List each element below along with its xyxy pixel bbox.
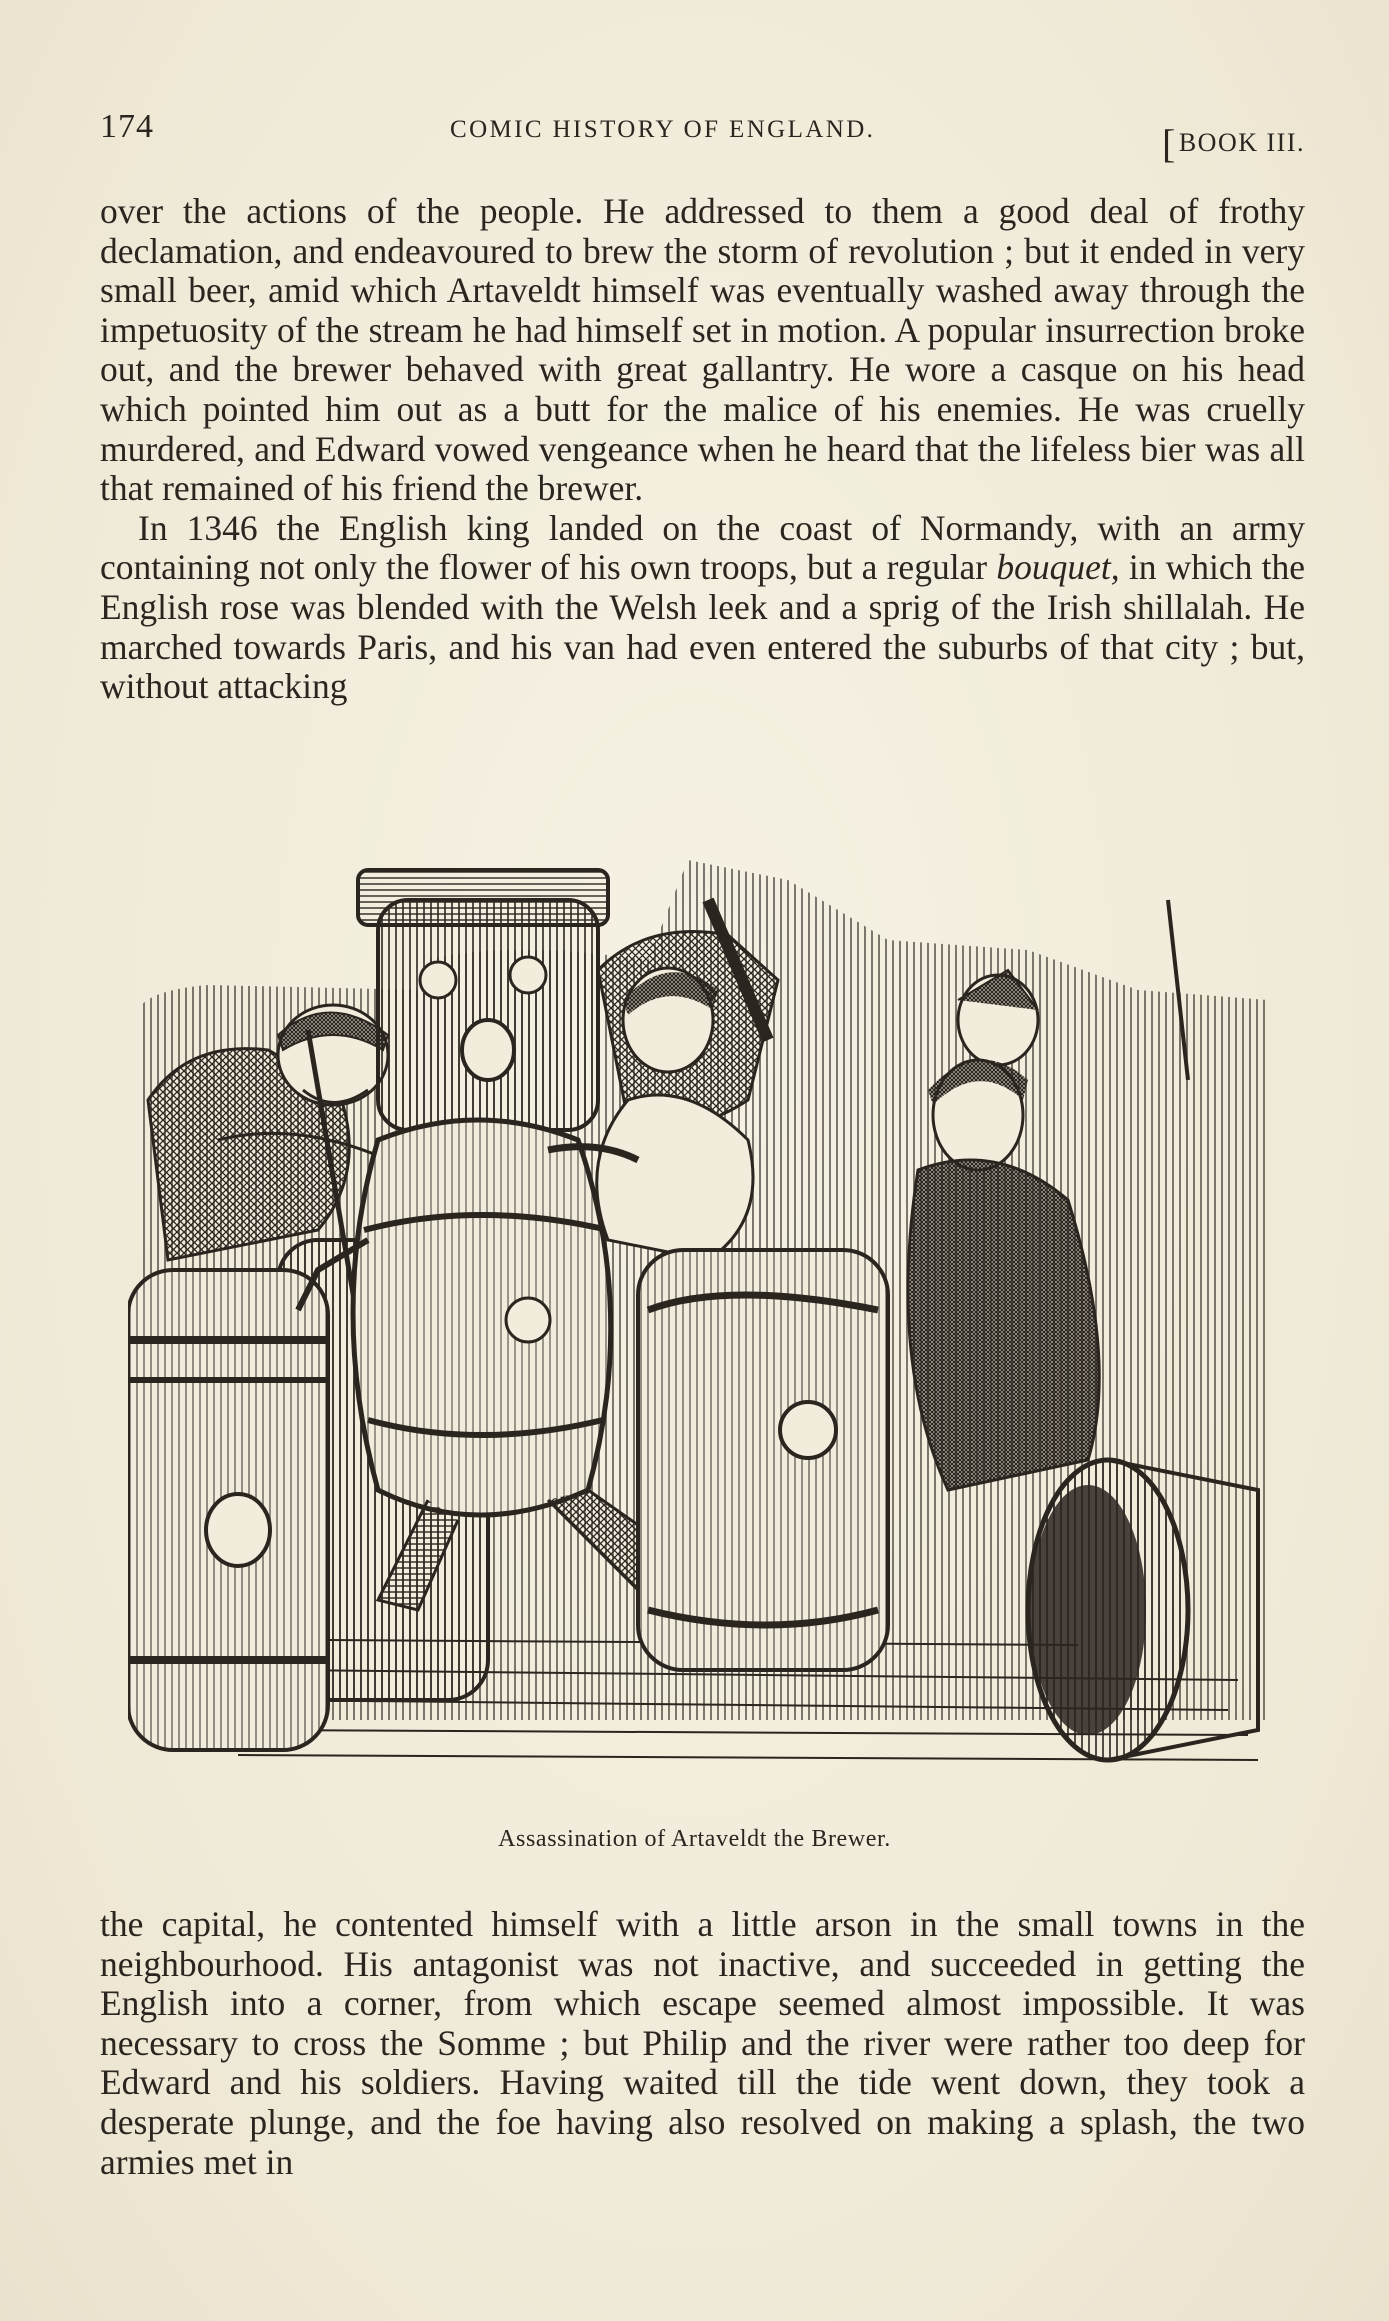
- paragraph-text: In 1346 the English king landed on the coast of Normandy, with an army containing not only the flower of his own troops, but a regular: [100, 507, 1305, 588]
- book-title: COMIC HISTORY OF ENGLAND.: [450, 116, 876, 143]
- section-bracket: [: [1162, 121, 1177, 166]
- page-number: 174: [100, 108, 154, 145]
- body-text-top: [100, 192, 1305, 707]
- body-text-bottom: [100, 1905, 1305, 2182]
- paragraph-1346: [100, 509, 1305, 707]
- running-head: [100, 108, 1305, 166]
- italic-word: bouquet,: [996, 547, 1120, 588]
- paragraph-text: in which the English rose was blended with the Welsh leek and a sprig of the Irish shillalah. He marched towards Paris, and his van had even entered the suburbs of that city ; but, without attacking: [100, 547, 1305, 707]
- illustration-caption: Assassination of Artaveldt the Brewer.: [498, 1826, 891, 1852]
- paragraph-continued-bottom: the capital, he contented himself with a little arson in the small towns in the neighbourhood. His antagonist was not inactive, and succeeded in getting the English into a corner, from which escape seemed almost impossible. It was necessary to cross the Somme ; but Philip and the river were rather too deep for Edward and his soldiers. Having waited till the tide went down, they took a desperate plunge, and the foe having also resolved on making a splash, the two armies met in: [100, 1904, 1305, 2182]
- paragraph-continued: over the actions of the people. He addressed to them a good deal of frothy declamation, and endeavoured to brew the storm of revolution ; but it ended in very small beer, amid which Artaveldt himself was eventually washed away through the impetuosity of the stream he had himself set in motion. A popular insurrection broke out, and the brewer behaved with great gallantry. He wore a casque on his head which pointed him out as a butt for the malice of his enemies. He was cruelly murdered, and Edward vowed vengeance when he heard that the lifeless bier was all that remained of his friend the brewer.: [100, 191, 1305, 509]
- book-section: [1162, 114, 1305, 166]
- section-label: BOOK III.: [1178, 128, 1305, 157]
- engraving-illustration: [128, 840, 1268, 1800]
